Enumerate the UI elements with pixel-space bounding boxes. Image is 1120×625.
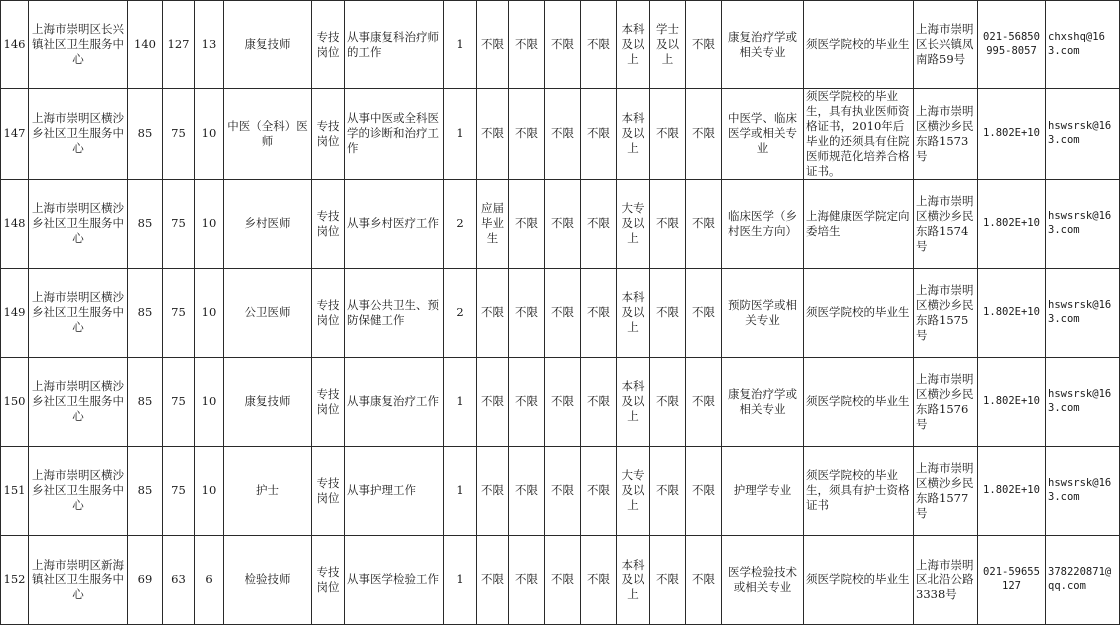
table-row [1, 535, 1120, 624]
staff-filled-cell[interactable]: 75 [163, 446, 195, 535]
position-name-cell[interactable]: 公卫医师 [224, 268, 312, 357]
requirement-3-cell[interactable]: 不限 [545, 535, 581, 624]
address-cell[interactable]: 上海市崇明区北沿公路3338号 [914, 535, 978, 624]
position-category-cell[interactable]: 专技岗位 [312, 179, 345, 268]
other-requirements-cell[interactable]: 须医学院校的毕业生 [804, 268, 914, 357]
phone-cell[interactable]: 1.802E+10 [978, 268, 1046, 357]
staff-filled-cell[interactable]: 63 [163, 535, 195, 624]
requirement-4-cell[interactable]: 不限 [581, 446, 617, 535]
table-body [1, 1, 1120, 625]
staff-filled-cell[interactable]: 75 [163, 89, 195, 180]
requirement-2-cell[interactable]: 不限 [509, 446, 545, 535]
requirement-2-cell[interactable]: 不限 [509, 1, 545, 89]
requirement-5-cell[interactable]: 不限 [686, 357, 722, 446]
requirement-4-cell[interactable]: 不限 [581, 357, 617, 446]
email-cell[interactable]: hswsrsk@163.com [1046, 179, 1120, 268]
hire-count-cell[interactable]: 1 [444, 446, 477, 535]
education-cell[interactable]: 本科及以上 [617, 89, 650, 180]
requirement-1-cell[interactable]: 不限 [477, 446, 509, 535]
staff-vacancy-cell[interactable]: 13 [195, 1, 224, 89]
staff-filled-cell[interactable]: 75 [163, 179, 195, 268]
requirement-5-cell[interactable]: 不限 [686, 446, 722, 535]
requirement-3-cell[interactable]: 不限 [545, 357, 581, 446]
address-cell[interactable]: 上海市崇明区横沙乡民东路1574号 [914, 179, 978, 268]
phone-cell[interactable]: 021-59655127 [978, 535, 1046, 624]
major-cell[interactable]: 康复治疗学或相关专业 [722, 357, 804, 446]
education-cell[interactable]: 本科及以上 [617, 357, 650, 446]
other-requirements-cell[interactable]: 须医学院校的毕业生，须具有护士资格证书 [804, 446, 914, 535]
hire-count-cell[interactable]: 1 [444, 357, 477, 446]
education-cell[interactable]: 本科及以上 [617, 268, 650, 357]
unit-name-cell[interactable]: 上海市崇明区横沙乡社区卫生服务中心 [29, 446, 128, 535]
position-category-cell[interactable]: 专技岗位 [312, 89, 345, 180]
major-cell[interactable]: 临床医学（乡村医生方向） [722, 179, 804, 268]
job-duty-cell[interactable]: 从事医学检验工作 [345, 535, 444, 624]
degree-cell[interactable]: 不限 [650, 446, 686, 535]
other-requirements-cell[interactable]: 须医学院校的毕业生 [804, 535, 914, 624]
job-duty-cell[interactable]: 从事康复科治疗师的工作 [345, 1, 444, 89]
staff-vacancy-cell[interactable]: 10 [195, 179, 224, 268]
position-name-cell[interactable]: 康复技师 [224, 1, 312, 89]
major-cell[interactable]: 医学检验技术或相关专业 [722, 535, 804, 624]
staff-quota-cell[interactable]: 85 [128, 446, 163, 535]
address-cell[interactable]: 上海市崇明区横沙乡民东路1575号 [914, 268, 978, 357]
row-number-cell[interactable]: 149 [1, 268, 29, 357]
major-cell[interactable]: 中医学、临床医学或相关专业 [722, 89, 804, 180]
other-requirements-cell[interactable]: 须医学院校的毕业生，具有执业医师资格证书，2010年后毕业的还须具有住院医师规范化培养合格证书。 [804, 89, 914, 180]
staff-filled-cell[interactable]: 75 [163, 357, 195, 446]
major-cell[interactable]: 预防医学或相关专业 [722, 268, 804, 357]
unit-name-cell[interactable]: 上海市崇明区横沙乡社区卫生服务中心 [29, 179, 128, 268]
degree-cell[interactable]: 不限 [650, 179, 686, 268]
email-cell[interactable]: hswsrsk@163.com [1046, 268, 1120, 357]
requirement-5-cell[interactable]: 不限 [686, 89, 722, 180]
address-cell[interactable]: 上海市崇明区横沙乡民东路1576号 [914, 357, 978, 446]
phone-cell[interactable]: 021-56850995-8057 [978, 1, 1046, 89]
degree-cell[interactable]: 不限 [650, 268, 686, 357]
requirement-3-cell[interactable]: 不限 [545, 268, 581, 357]
requirement-5-cell[interactable]: 不限 [686, 535, 722, 624]
education-cell[interactable]: 本科及以上 [617, 535, 650, 624]
requirement-5-cell[interactable]: 不限 [686, 1, 722, 89]
requirement-1-cell[interactable]: 应届毕业生 [477, 179, 509, 268]
phone-cell[interactable]: 1.802E+10 [978, 357, 1046, 446]
row-number-cell[interactable]: 152 [1, 535, 29, 624]
requirement-5-cell[interactable]: 不限 [686, 268, 722, 357]
position-name-cell[interactable]: 中医（全科）医师 [224, 89, 312, 180]
staff-quota-cell[interactable]: 85 [128, 179, 163, 268]
email-cell[interactable]: chxshq@163.com [1046, 1, 1120, 89]
position-name-cell[interactable]: 康复技师 [224, 357, 312, 446]
requirement-3-cell[interactable]: 不限 [545, 179, 581, 268]
position-category-cell[interactable]: 专技岗位 [312, 268, 345, 357]
requirement-3-cell[interactable]: 不限 [545, 446, 581, 535]
hire-count-cell[interactable]: 2 [444, 268, 477, 357]
hire-count-cell[interactable]: 1 [444, 535, 477, 624]
requirement-1-cell[interactable]: 不限 [477, 1, 509, 89]
requirement-5-cell[interactable]: 不限 [686, 179, 722, 268]
requirement-1-cell[interactable]: 不限 [477, 357, 509, 446]
requirement-4-cell[interactable]: 不限 [581, 179, 617, 268]
position-name-cell[interactable]: 检验技师 [224, 535, 312, 624]
address-cell[interactable]: 上海市崇明区横沙乡民东路1573号 [914, 89, 978, 180]
row-number-cell[interactable]: 147 [1, 89, 29, 180]
unit-name-cell[interactable]: 上海市崇明区长兴镇社区卫生服务中心 [29, 1, 128, 89]
requirement-2-cell[interactable]: 不限 [509, 357, 545, 446]
other-requirements-cell[interactable]: 须医学院校的毕业生 [804, 357, 914, 446]
table-row [1, 268, 1120, 357]
job-duty-cell[interactable]: 从事康复治疗工作 [345, 357, 444, 446]
position-category-cell[interactable]: 专技岗位 [312, 446, 345, 535]
email-cell[interactable]: 378220871@qq.com [1046, 535, 1120, 624]
staff-filled-cell[interactable]: 75 [163, 268, 195, 357]
unit-name-cell[interactable]: 上海市崇明区横沙乡社区卫生服务中心 [29, 268, 128, 357]
address-cell[interactable]: 上海市崇明区长兴镇凤南路59号 [914, 1, 978, 89]
hire-count-cell[interactable]: 2 [444, 179, 477, 268]
other-requirements-cell[interactable]: 须医学院校的毕业生 [804, 1, 914, 89]
requirement-2-cell[interactable]: 不限 [509, 89, 545, 180]
degree-cell[interactable]: 不限 [650, 535, 686, 624]
staff-vacancy-cell[interactable]: 10 [195, 357, 224, 446]
requirement-2-cell[interactable]: 不限 [509, 179, 545, 268]
staff-filled-cell[interactable]: 127 [163, 1, 195, 89]
phone-cell[interactable]: 1.802E+10 [978, 89, 1046, 180]
major-cell[interactable]: 护理学专业 [722, 446, 804, 535]
phone-cell[interactable]: 1.802E+10 [978, 179, 1046, 268]
requirement-2-cell[interactable]: 不限 [509, 268, 545, 357]
position-name-cell[interactable]: 护士 [224, 446, 312, 535]
requirement-3-cell[interactable]: 不限 [545, 1, 581, 89]
row-number-cell[interactable]: 151 [1, 446, 29, 535]
requirement-1-cell[interactable]: 不限 [477, 535, 509, 624]
staff-vacancy-cell[interactable]: 10 [195, 89, 224, 180]
education-cell[interactable]: 大专及以上 [617, 446, 650, 535]
requirement-1-cell[interactable]: 不限 [477, 268, 509, 357]
staff-quota-cell[interactable]: 140 [128, 1, 163, 89]
staff-quota-cell[interactable]: 85 [128, 89, 163, 180]
address-cell[interactable]: 上海市崇明区横沙乡民东路1577号 [914, 446, 978, 535]
requirement-4-cell[interactable]: 不限 [581, 1, 617, 89]
staff-vacancy-cell[interactable]: 10 [195, 268, 224, 357]
requirement-2-cell[interactable]: 不限 [509, 535, 545, 624]
position-category-cell[interactable]: 专技岗位 [312, 535, 345, 624]
email-cell[interactable]: hswsrsk@163.com [1046, 446, 1120, 535]
staff-vacancy-cell[interactable]: 6 [195, 535, 224, 624]
unit-name-cell[interactable]: 上海市崇明区横沙乡社区卫生服务中心 [29, 357, 128, 446]
staff-quota-cell[interactable]: 85 [128, 268, 163, 357]
job-duty-cell[interactable]: 从事公共卫生、预防保健工作 [345, 268, 444, 357]
hire-count-cell[interactable]: 1 [444, 89, 477, 180]
requirement-4-cell[interactable]: 不限 [581, 535, 617, 624]
unit-name-cell[interactable]: 上海市崇明区新海镇社区卫生服务中心 [29, 535, 128, 624]
phone-cell[interactable]: 1.802E+10 [978, 446, 1046, 535]
row-number-cell[interactable]: 150 [1, 357, 29, 446]
unit-name-cell[interactable]: 上海市崇明区横沙乡社区卫生服务中心 [29, 89, 128, 180]
other-requirements-cell[interactable]: 上海健康医学院定向委培生 [804, 179, 914, 268]
degree-cell[interactable]: 不限 [650, 89, 686, 180]
table-row [1, 357, 1120, 446]
table-row [1, 179, 1120, 268]
staff-quota-cell[interactable]: 69 [128, 535, 163, 624]
requirement-1-cell[interactable]: 不限 [477, 89, 509, 180]
position-name-cell[interactable]: 乡村医师 [224, 179, 312, 268]
table-row [1, 1, 1120, 89]
job-duty-cell[interactable]: 从事中医或全科医学的诊断和治疗工作 [345, 89, 444, 180]
job-duty-cell[interactable]: 从事乡村医疗工作 [345, 179, 444, 268]
row-number-cell[interactable]: 148 [1, 179, 29, 268]
staff-quota-cell[interactable]: 85 [128, 357, 163, 446]
table-row [1, 89, 1120, 180]
degree-cell[interactable]: 学士及以上 [650, 1, 686, 89]
requirement-4-cell[interactable]: 不限 [581, 89, 617, 180]
row-number-cell[interactable]: 146 [1, 1, 29, 89]
position-category-cell[interactable]: 专技岗位 [312, 1, 345, 89]
hire-count-cell[interactable]: 1 [444, 1, 477, 89]
email-cell[interactable]: hswsrsk@163.com [1046, 357, 1120, 446]
position-category-cell[interactable]: 专技岗位 [312, 357, 345, 446]
degree-cell[interactable]: 不限 [650, 357, 686, 446]
table-row [1, 446, 1120, 535]
job-duty-cell[interactable]: 从事护理工作 [345, 446, 444, 535]
education-cell[interactable]: 本科及以上 [617, 1, 650, 89]
major-cell[interactable]: 康复治疗学或相关专业 [722, 1, 804, 89]
staff-vacancy-cell[interactable]: 10 [195, 446, 224, 535]
education-cell[interactable]: 大专及以上 [617, 179, 650, 268]
email-cell[interactable]: hswsrsk@163.com [1046, 89, 1120, 180]
requirement-3-cell[interactable]: 不限 [545, 89, 581, 180]
requirement-4-cell[interactable]: 不限 [581, 268, 617, 357]
